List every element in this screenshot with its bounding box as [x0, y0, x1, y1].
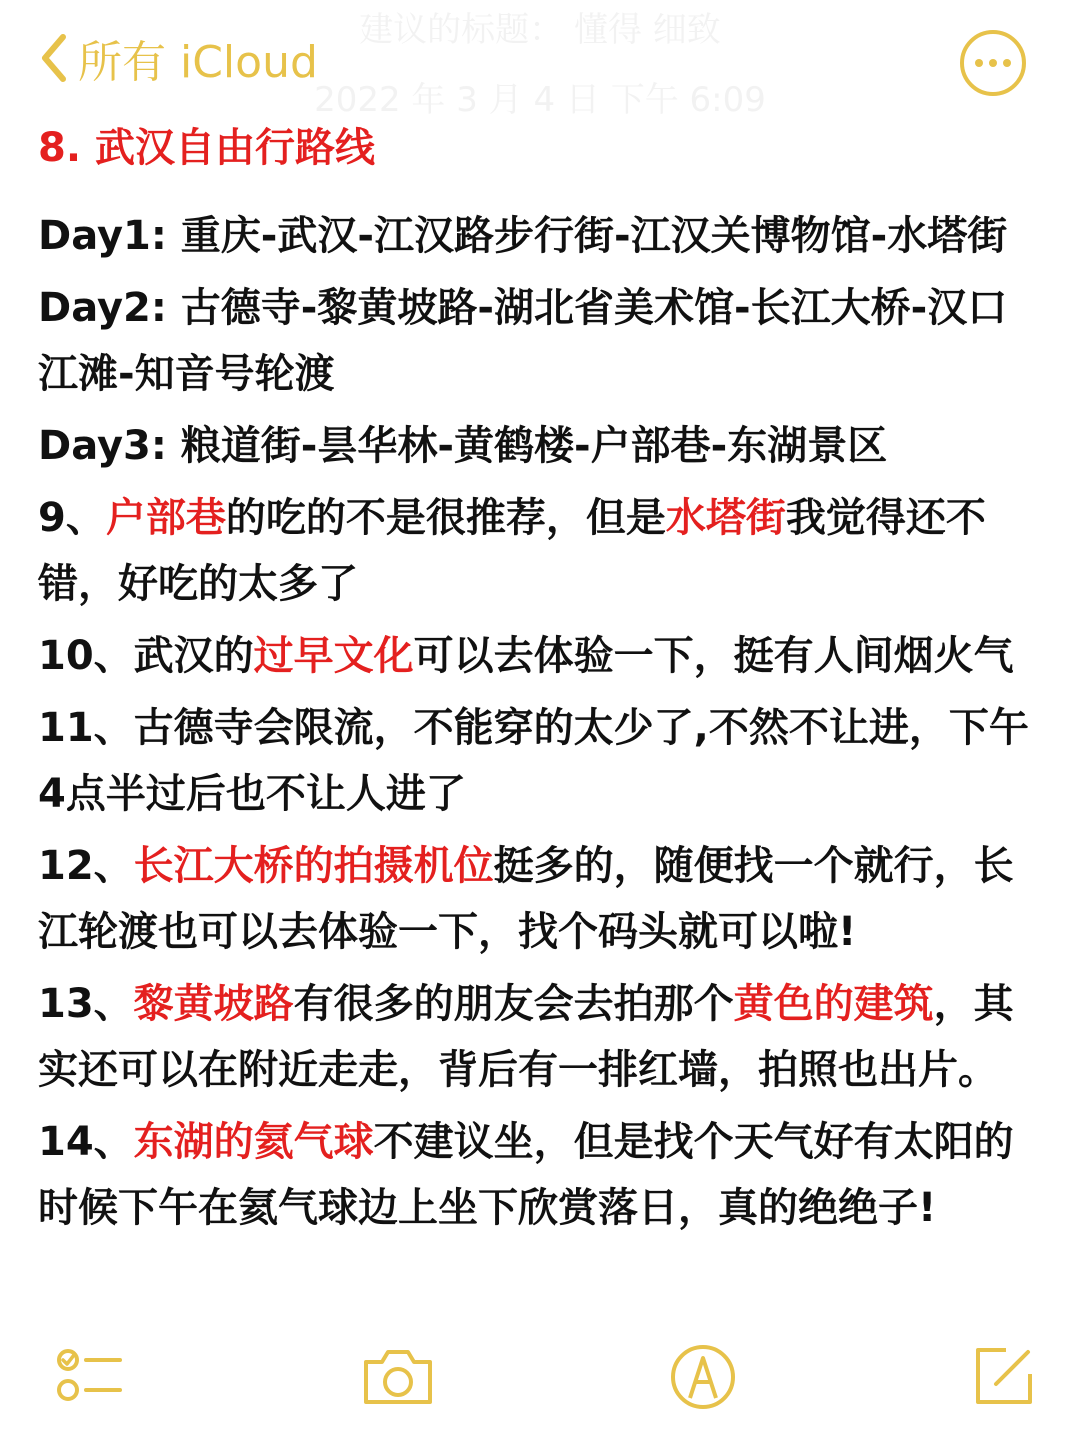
tip-text: 12、 [38, 843, 134, 889]
back-label: 所有 iCloud [78, 37, 318, 88]
tip-text: 10、武汉的 [38, 633, 254, 679]
day1-route: Day1: 重庆-武汉-江汉路步行街-江汉关博物馆-水塔街 [38, 213, 1008, 259]
tip-text: 有很多的朋友会去拍那个 [293, 981, 734, 1027]
highlight-text: 过早文化 [253, 633, 414, 679]
tip-12 [38, 833, 1043, 965]
more-options-button[interactable] [960, 30, 1026, 96]
highlight-text: 长江大桥的拍摄机位 [133, 843, 494, 889]
compose-icon[interactable] [966, 1340, 1040, 1414]
tip-text: 14、 [38, 1119, 134, 1165]
day3-route: Day3: 粮道街-昙华林-黄鹤楼-户部巷-东湖景区 [38, 423, 888, 469]
tip-text: 13、 [38, 981, 134, 1027]
dot-icon [989, 59, 997, 67]
bottom-toolbar [0, 1310, 1080, 1440]
tip-9 [38, 485, 1043, 617]
tip-text: 不建议坐，但是找个天气好有太阳的时候下午在氦气球边上坐下欣赏落日，真的绝绝子! [38, 1119, 1014, 1231]
highlight-text: 水塔街 [665, 495, 786, 541]
camera-icon[interactable] [358, 1340, 438, 1414]
checklist-icon[interactable] [52, 1340, 126, 1414]
markup-icon[interactable] [666, 1340, 740, 1414]
faint-date: 2022 年 3 月 4 日 下午 6:09 [314, 80, 766, 120]
note-heading: 8. 武汉自由行路线 [38, 125, 375, 171]
day2-route: Day2: 古德寺-黎黄坡路-湖北省美术馆-长江大桥-汉口江滩-知音号轮渡 [38, 285, 1008, 397]
tip-text: 的吃的不是很推荐，但是 [225, 495, 666, 541]
tip-11: 11、古德寺会限流，不能穿的太少了,不然不让进，下午4点半过后也不让人进了 [38, 705, 1029, 817]
navigation-bar [0, 0, 1080, 120]
highlight-text: 黎黄坡路 [133, 981, 294, 1027]
note-body[interactable] [38, 118, 1043, 1247]
tip-13 [38, 971, 1043, 1103]
highlight-text: 黄色的建筑 [733, 981, 934, 1027]
highlight-text: 东湖的氦气球 [133, 1119, 374, 1165]
highlight-text: 户部巷 [105, 495, 226, 541]
tip-text: ，其实还可以在附近走走，背后有一排红墙，拍照也出片。 [38, 981, 1014, 1093]
tip-10 [38, 623, 1043, 689]
dot-icon [1003, 59, 1011, 67]
faint-suggested-title: 建议的标题： 懂得 细致 [359, 10, 721, 50]
tip-text: 挺多的，随便找一个就行，长江轮渡也可以去体验一下，找个码头就可以啦! [38, 843, 1014, 955]
tip-text: 可以去体验一下，挺有人间烟火气 [413, 633, 1014, 679]
tip-14 [38, 1109, 1043, 1241]
tip-text: 我觉得还不错，好吃的太多了 [38, 495, 986, 607]
dot-icon [975, 59, 983, 67]
tip-text: 9、 [38, 495, 106, 541]
